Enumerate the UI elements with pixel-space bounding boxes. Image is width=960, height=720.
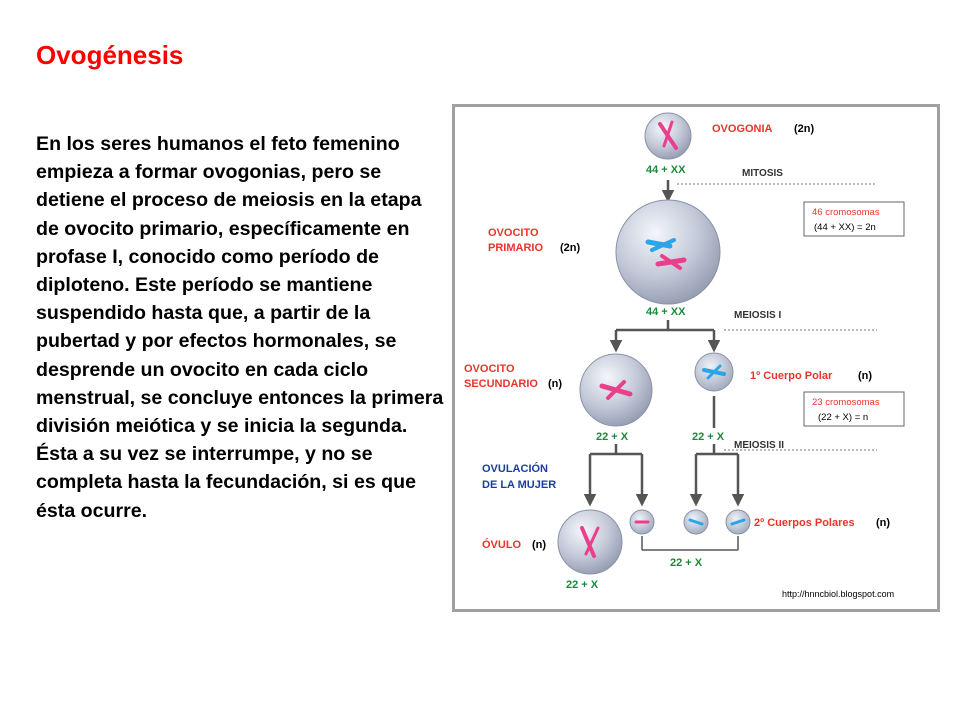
- ovocito-primario-label-1: OVOCITO: [488, 227, 539, 239]
- ovocito-secundario-label-2: SECUNDARIO: [464, 378, 538, 390]
- diagram-frame: [454, 106, 939, 611]
- ovulo-label: ÓVULO: [482, 539, 522, 551]
- ovulo-karyotype: 22 + X: [566, 579, 599, 591]
- ovocito-primario-cell: [616, 200, 720, 304]
- oogenesis-diagram: [452, 104, 940, 612]
- ovocito-primario-ploidy: (2n): [560, 242, 581, 254]
- box-23-chromosomes: [804, 392, 904, 426]
- slide-title: Ovogénesis: [36, 40, 184, 70]
- box-46-line1: 46 cromosomas: [812, 207, 880, 218]
- cuerpo-polar-1-karyotype: 22 + X: [692, 431, 725, 443]
- cuerpo-polar-1-label: 1º Cuerpo Polar: [750, 370, 833, 382]
- ovogonia-cell: [645, 113, 691, 159]
- ovulacion-label-1: OVULACIÓN: [482, 463, 548, 475]
- ovocito-primario-label-2: PRIMARIO: [488, 242, 543, 254]
- cuerpos-polares-2-label: 2º Cuerpos Polares: [754, 517, 855, 529]
- ovulacion-label-2: DE LA MUJER: [482, 479, 557, 491]
- meiosis2-label: MEIOSIS II: [734, 440, 785, 451]
- cuerpos-polares-2-karyotype: 22 + X: [670, 557, 703, 569]
- ovocito-primario-karyotype: 44 + XX: [646, 306, 686, 318]
- box-23-line1: 23 cromosomas: [812, 397, 880, 408]
- box-46-chromosomes: [804, 202, 904, 236]
- ovocito-secundario-cell: [580, 354, 652, 426]
- ovocito-secundario-label-1: OVOCITO: [464, 363, 515, 375]
- cuerpo-polar-2c: [726, 510, 750, 534]
- cuerpo-polar-1-cell: [695, 353, 733, 391]
- mitosis-label: MITOSIS: [742, 168, 783, 179]
- cuerpos-polares-2-ploidy: (n): [876, 517, 891, 529]
- ovocito-secundario-ploidy: (n): [548, 378, 563, 390]
- ovogonia-karyotype: 44 + XX: [646, 164, 686, 176]
- source-credit: http://hnncbiol.blogspot.com: [782, 589, 895, 599]
- box-46-line2: (44 + XX) = 2n: [814, 222, 876, 233]
- box-23-line2: (22 + X) = n: [818, 412, 869, 423]
- ovulo-cell: [558, 510, 622, 574]
- ovogonia-label: OVOGONIA: [712, 123, 773, 135]
- cuerpo-polar-1-ploidy: (n): [858, 370, 873, 382]
- cuerpo-polar-2b: [684, 510, 708, 534]
- cuerpo-polar-2a: [630, 510, 654, 534]
- ovocito-secundario-karyotype: 22 + X: [596, 431, 629, 443]
- ovogonia-ploidy: (2n): [794, 123, 815, 135]
- ovulo-ploidy: (n): [532, 539, 547, 551]
- body-text: En los seres humanos el feto femenino empieza a formar ovogonias, pero se detiene el proceso de meiosis en la etapa de ovocito primario, específicamente en profase I, conocido como período de diploteno. Este período se mantiene suspendido hasta que, a partir de la pubertad y por efectos hormonales, se desprende un ovocito en cada ciclo menstrual, se concluye entonces la primera división meiótica y se inicia la segunda. Ésta a su vez se interrumpe, y no se completa hasta la fecundación, si es que ésta ocurre.: [36, 133, 444, 522]
- meiosis1-label: MEIOSIS I: [734, 310, 782, 321]
